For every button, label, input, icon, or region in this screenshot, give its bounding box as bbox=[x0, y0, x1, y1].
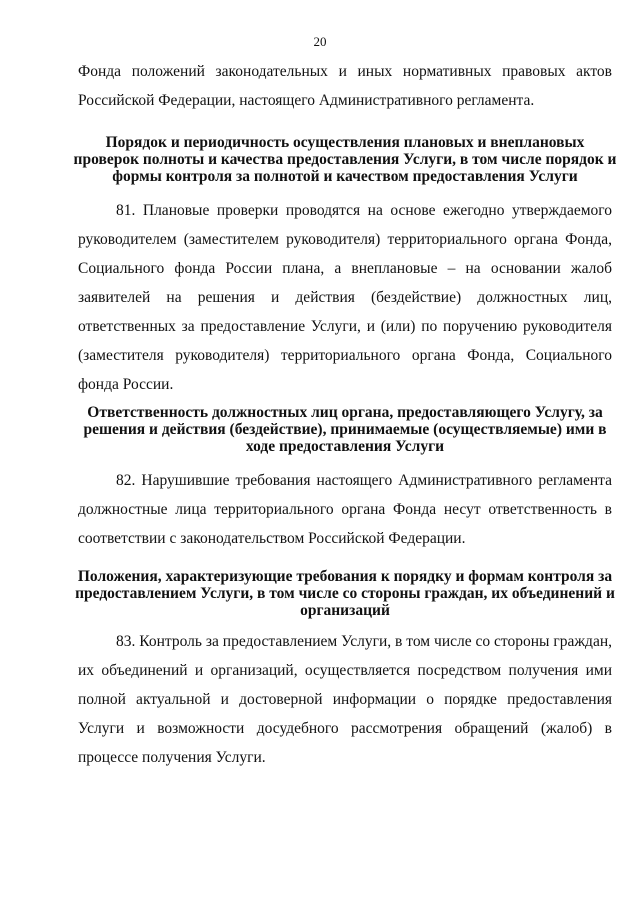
section-heading-inspections: Порядок и периодичность осуществления плановых и внеплановых проверок полноты и качества предоставления Услуги, в том числе порядок и формы контроля за полнотой и качеством предоставления Услуги bbox=[73, 134, 617, 185]
paragraph-83: 83. Контроль за предоставлением Услуги, в том числе со стороны граждан, их объединений и организаций, осуществляется посредством получения ими полной актуальной и достоверной информации о порядке предоставления Услуги и возможности досудебного рассмотрения обращений (жалоб) в процессе получения Услуги. bbox=[78, 633, 612, 766]
paragraph-82: 82. Нарушившие требования настоящего Административного регламента должностные лица территориального органа Фонда несут ответственность в соответствии с законодательством Российской Федерации. bbox=[78, 472, 612, 547]
paragraph-intro: Фонда положений законодательных и иных нормативных правовых актов Российской Федерации, настоящего Административного регламента. bbox=[78, 63, 612, 109]
paragraph-81: 81. Плановые проверки проводятся на основе ежегодно утверждаемого руководителем (заместителем руководителя) территориального органа Фонда, Социального фонда России плана, а внеплановые – на основании жалоб заявителей на решения и действия (бездействие) должностных лиц, ответственных за предоставление Услуги, и (или) по поручению руководителя (заместителя руководителя) территориального органа Фонда, Социального фонда России. bbox=[78, 202, 612, 393]
section-heading-responsibility: Ответственность должностных лиц органа, предоставляющего Услугу, за решения и действия (бездействие), принимаемые (осуществляемые) ими в ходе предоставления Услуги bbox=[83, 404, 607, 455]
page-number: 20 bbox=[313, 34, 327, 49]
section-heading-control-requirements: Положения, характеризующие требования к порядку и формам контроля за предоставлением Услуги, в том числе со стороны граждан, их объединений и организаций bbox=[75, 568, 615, 619]
